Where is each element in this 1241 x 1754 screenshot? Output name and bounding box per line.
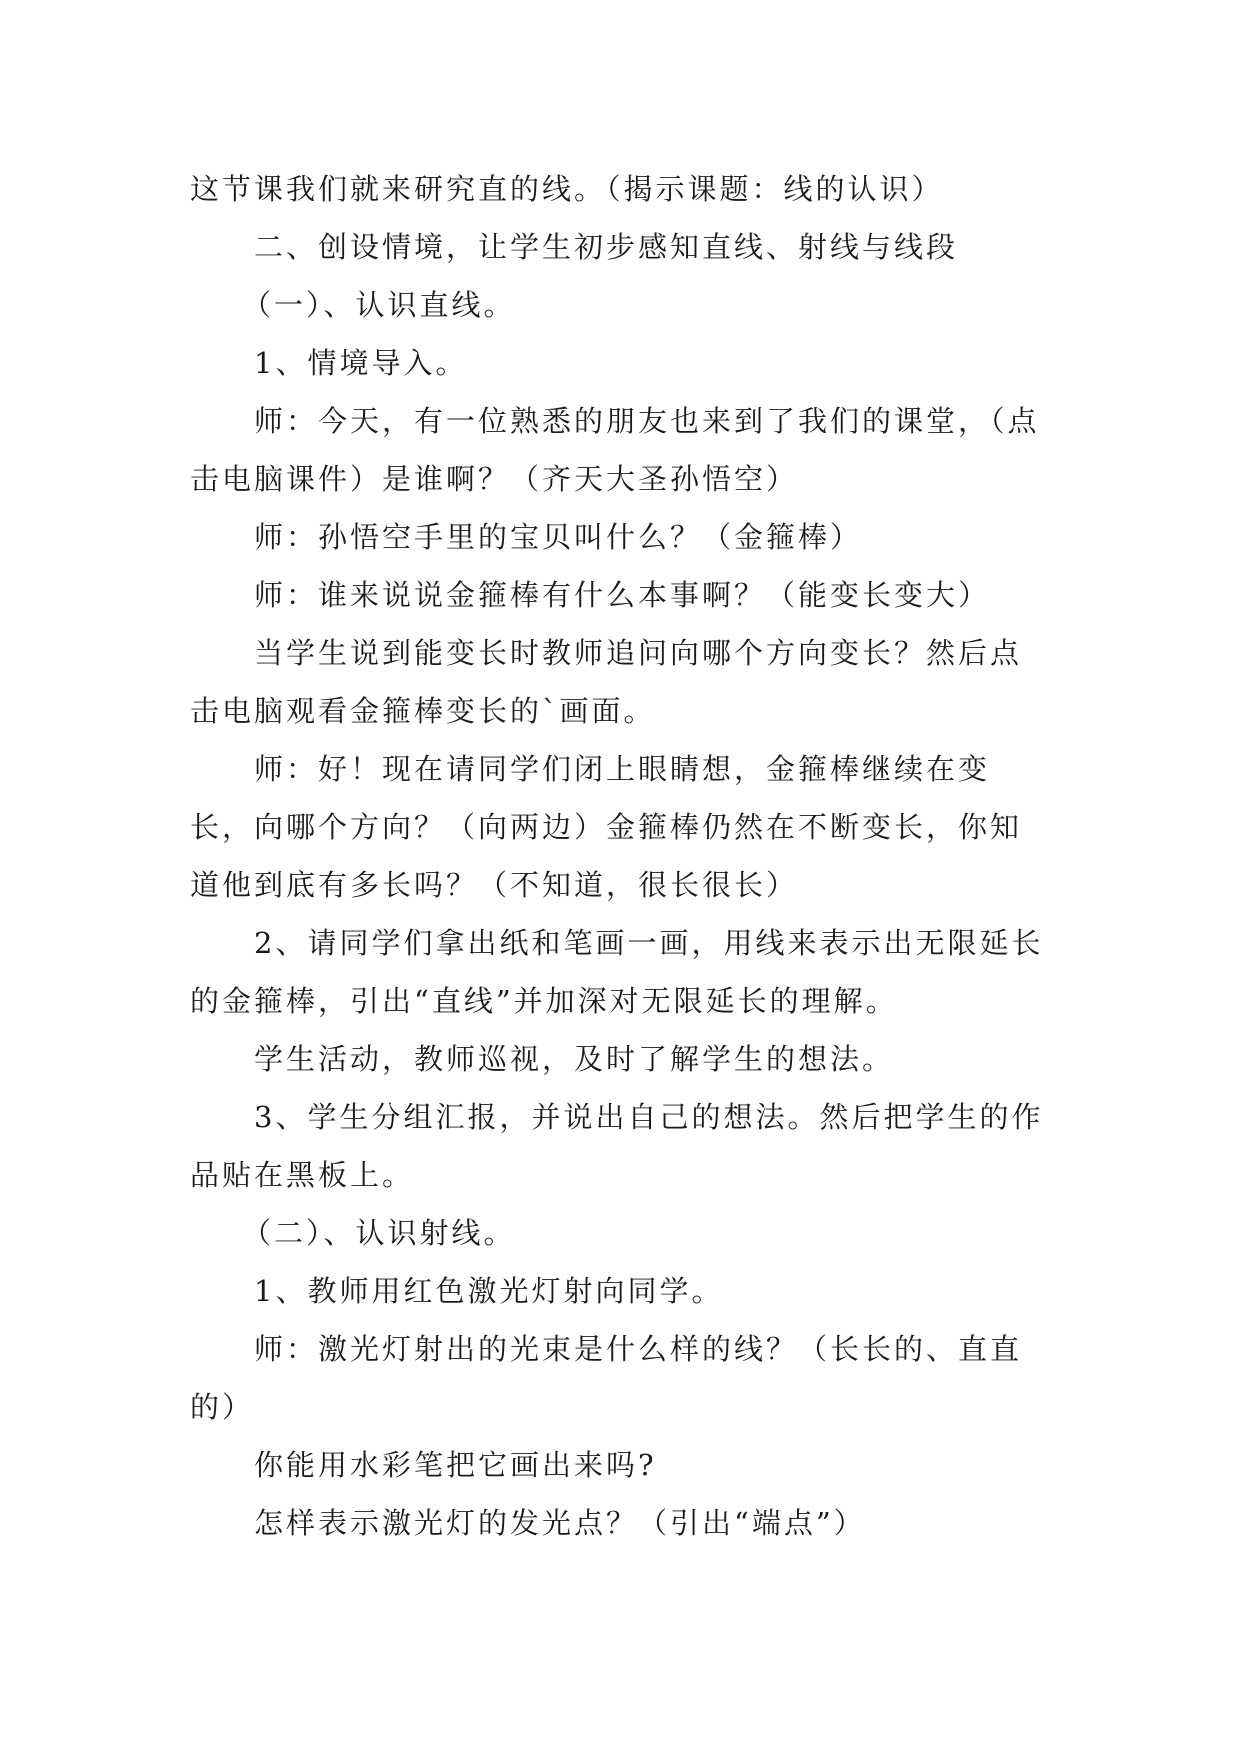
paragraph-dialogue: 师：今天，有一位熟悉的朋友也来到了我们的课堂，（点击电脑课件）是谁啊？（齐天大圣孙悟空） bbox=[190, 404, 1040, 496]
paragraph-item-1: 1、教师用红色激光灯射向同学。 bbox=[254, 1274, 724, 1308]
heading-subsection-2: （二）、认识射线。 bbox=[242, 1216, 516, 1250]
paragraph-item-1: 1、情境导入。 bbox=[254, 346, 468, 380]
paragraph-body: 学生活动，教师巡视，及时了解学生的想法。 bbox=[254, 1042, 895, 1076]
paragraph-dialogue: 师：谁来说说金箍棒有什么本事啊？（能变长变大） bbox=[254, 578, 991, 612]
paragraph-item-2: 2、请同学们拿出纸和笔画一画，用线来表示出无限延长的金箍棒，引出“直线”并加深对无限延长的理解。 bbox=[190, 926, 1044, 1018]
paragraph-item-3: 3、学生分组汇报，并说出自己的想法。然后把学生的作品贴在黑板上。 bbox=[190, 1100, 1044, 1192]
paragraph-body: 当学生说到能变长时教师追问向哪个方向变长？然后点击电脑观看金箍棒变长的`画面。 bbox=[190, 636, 1023, 728]
paragraph-question: 怎样表示激光灯的发光点？（引出“端点”） bbox=[254, 1506, 866, 1540]
heading-subsection-1: （一）、认识直线。 bbox=[242, 288, 516, 322]
heading-section-2: 二、创设情境，让学生初步感知直线、射线与线段 bbox=[254, 230, 959, 264]
paragraph-intro: 这节课我们就来研究直的线。（揭示课题：线的认识） bbox=[190, 172, 944, 206]
paragraph-question: 你能用水彩笔把它画出来吗? bbox=[254, 1448, 657, 1482]
paragraph-dialogue: 师：好！现在请同学们闭上眼睛想，金箍棒继续在变长，向哪个方向？（向两边）金箍棒仍然在不断变长，你知道他到底有多长吗？（不知道，很长很长） bbox=[190, 752, 1023, 902]
paragraph-dialogue: 师：孙悟空手里的宝贝叫什么？（金箍棒） bbox=[254, 520, 863, 554]
paragraph-dialogue: 师：激光灯射出的光束是什么样的线？（长长的、直直的） bbox=[190, 1332, 1023, 1424]
document-body bbox=[190, 160, 1050, 1552]
